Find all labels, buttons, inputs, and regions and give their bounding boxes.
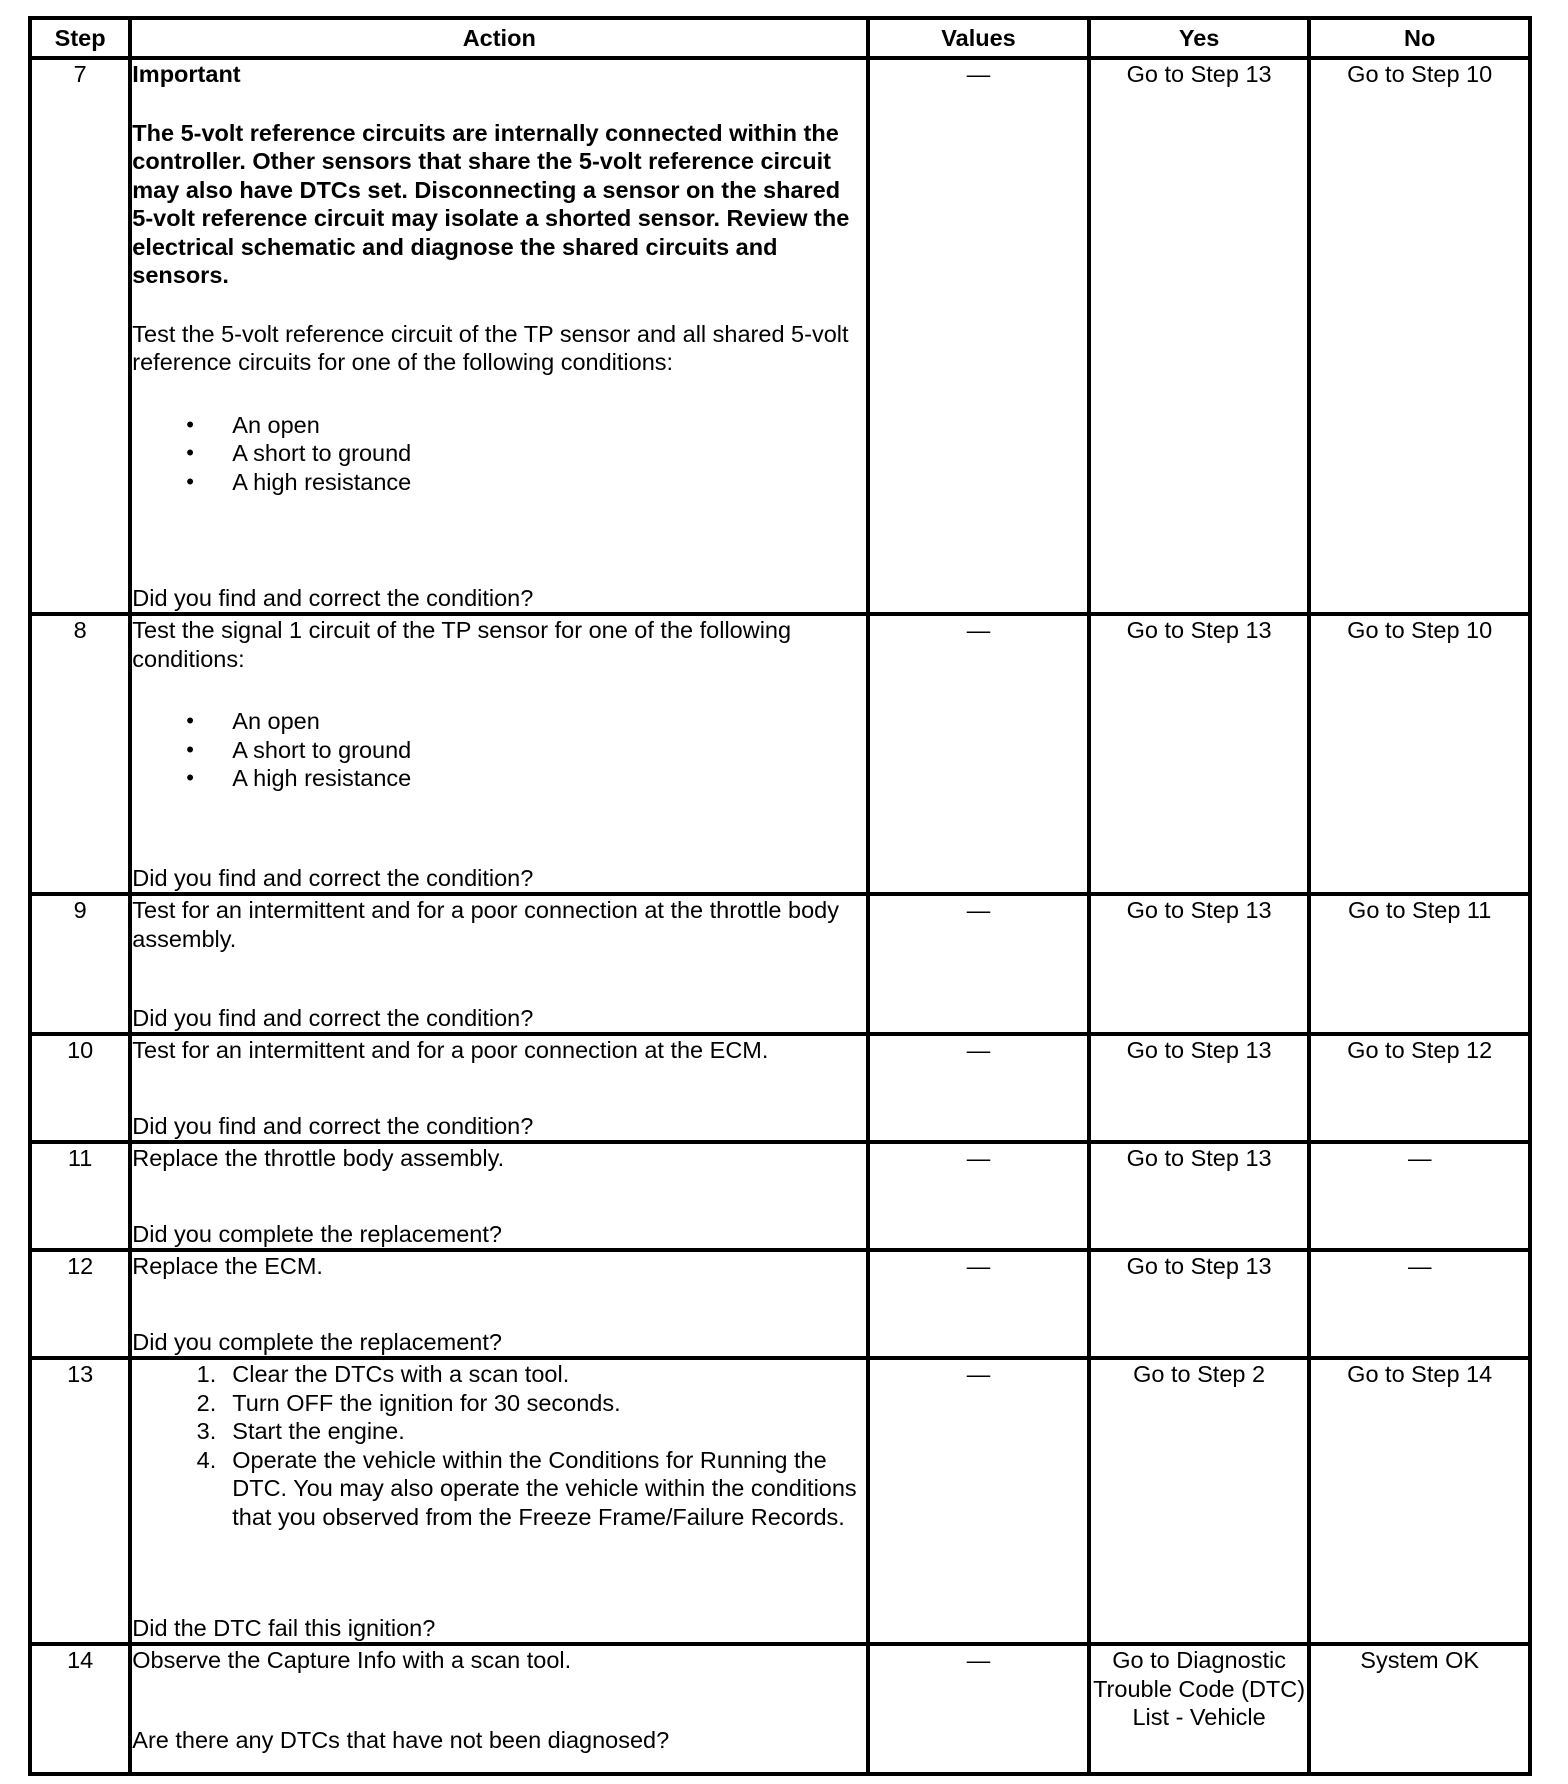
yes-cell: Go to Step 13 (1089, 614, 1310, 894)
table-row (30, 1142, 1530, 1250)
action-cell (130, 614, 868, 894)
header-step: Step (30, 18, 130, 58)
step-number: 10 (30, 1034, 130, 1142)
numbered-list (132, 1360, 866, 1531)
no-cell: Go to Step 10 (1309, 58, 1530, 614)
no-cell: — (1309, 1250, 1530, 1358)
action-question: Did you complete the replacement? (132, 1220, 502, 1247)
action-cell (130, 894, 868, 1034)
action-instruction: Test the 5-volt reference circuit of the TP sensor and all shared 5-volt reference circuits for one of the following conditions: (132, 320, 849, 375)
action-question: Did you find and correct the condition? (132, 1004, 534, 1031)
header-action: Action (130, 18, 868, 58)
table-row (30, 1358, 1530, 1644)
table-row (30, 614, 1530, 894)
list-item: • An open (132, 411, 866, 440)
list-text: Start the engine. (232, 1418, 405, 1444)
yes-cell: Go to Step 13 (1089, 58, 1310, 614)
list-item (132, 1389, 866, 1418)
no-cell: System OK (1309, 1644, 1530, 1774)
table-row (30, 1644, 1530, 1774)
step-number: 12 (30, 1250, 130, 1358)
step-number: 11 (30, 1142, 130, 1250)
action-question: Did you find and correct the condition? (132, 864, 534, 891)
values-cell: — (868, 58, 1089, 614)
yes-cell: Go to Step 13 (1089, 1250, 1310, 1358)
no-cell: Go to Step 10 (1309, 614, 1530, 894)
no-cell: Go to Step 11 (1309, 894, 1530, 1034)
yes-cell: Go to Step 2 (1089, 1358, 1310, 1644)
yes-cell: Go to Step 13 (1089, 1034, 1310, 1142)
list-item: • A short to ground (132, 736, 866, 765)
yes-cell: Go to Step 13 (1089, 1142, 1310, 1250)
header-yes: Yes (1089, 18, 1310, 58)
action-instruction: Replace the ECM. (132, 1253, 323, 1279)
action-question: Did you complete the replacement? (132, 1328, 502, 1355)
table-row (30, 58, 1530, 614)
values-cell: — (868, 1644, 1089, 1774)
list-item (132, 1360, 866, 1389)
header-row (30, 18, 1530, 58)
action-instruction: Replace the throttle body assembly. (132, 1145, 505, 1171)
no-cell: Go to Step 14 (1309, 1358, 1530, 1644)
table-row (30, 1034, 1530, 1142)
action-question: Did the DTC fail this ignition? (132, 1614, 436, 1641)
yes-cell: Go to Step 13 (1089, 894, 1310, 1034)
list-item (132, 1446, 866, 1532)
values-cell: — (868, 1142, 1089, 1250)
table-row (30, 1250, 1530, 1358)
no-cell: Go to Step 12 (1309, 1034, 1530, 1142)
list-number: 2. (196, 1389, 217, 1416)
action-cell (130, 1250, 868, 1358)
list-text: Clear the DTCs with a scan tool. (232, 1361, 570, 1387)
yes-cell: Go to Diagnostic Trouble Code (DTC) List - Vehicle (1089, 1644, 1310, 1774)
action-instruction: Test for an intermittent and for a poor connection at the throttle body assembly. (132, 897, 839, 952)
list-item: • A high resistance (132, 468, 866, 497)
step-number: 8 (30, 614, 130, 894)
list-text: Operate the vehicle within the Conditions for Running the DTC. You may also operate the vehicle within the conditions that you observed from the Freeze Frame/Failure Records. (232, 1446, 857, 1530)
list-item: • An open (132, 707, 866, 736)
list-number: 4. (196, 1446, 217, 1473)
list-number: 3. (196, 1418, 217, 1444)
values-cell: — (868, 1358, 1089, 1644)
values-cell: — (868, 894, 1089, 1034)
action-cell (130, 1358, 868, 1644)
important-title: Important (132, 61, 241, 87)
step-number: 14 (30, 1644, 130, 1774)
step-number: 7 (30, 58, 130, 614)
action-instruction: Test for an intermittent and for a poor connection at the ECM. (132, 1037, 769, 1063)
list-text: Turn OFF the ignition for 30 seconds. (232, 1389, 621, 1416)
list-item (132, 1417, 866, 1446)
list-item: • A high resistance (132, 764, 866, 793)
action-question: Did you find and correct the condition? (132, 584, 534, 611)
action-instruction: Test the signal 1 circuit of the TP sensor for one of the following conditions: (132, 617, 792, 672)
action-cell (130, 1644, 868, 1774)
values-cell: — (868, 1034, 1089, 1142)
step-number: 9 (30, 894, 130, 1034)
no-cell: — (1309, 1142, 1530, 1250)
action-cell (130, 58, 868, 614)
action-question: Did you find and correct the condition? (132, 1112, 534, 1139)
diagnostic-table (28, 16, 1532, 1776)
action-cell (130, 1142, 868, 1250)
action-instruction: Observe the Capture Info with a scan tool. (132, 1647, 572, 1673)
values-cell: — (868, 1250, 1089, 1358)
header-no: No (1309, 18, 1530, 58)
table-row (30, 894, 1530, 1034)
action-question: Are there any DTCs that have not been diagnosed? (132, 1726, 670, 1753)
action-cell (130, 1034, 868, 1142)
list-item: • A short to ground (132, 439, 866, 468)
important-text: The 5-volt reference circuits are internally connected within the controller. Other sensors that share the 5-volt reference circuit may also have DTCs set. Disconnecting a sensor on the shared 5-volt reference circuit may isolate a shorted sensor. Review the electrical schematic and diagnose the shared circuits and sensors. (132, 119, 850, 288)
header-values: Values (868, 18, 1089, 58)
list-number: 1. (196, 1361, 217, 1387)
step-number: 13 (30, 1358, 130, 1644)
values-cell: — (868, 614, 1089, 894)
